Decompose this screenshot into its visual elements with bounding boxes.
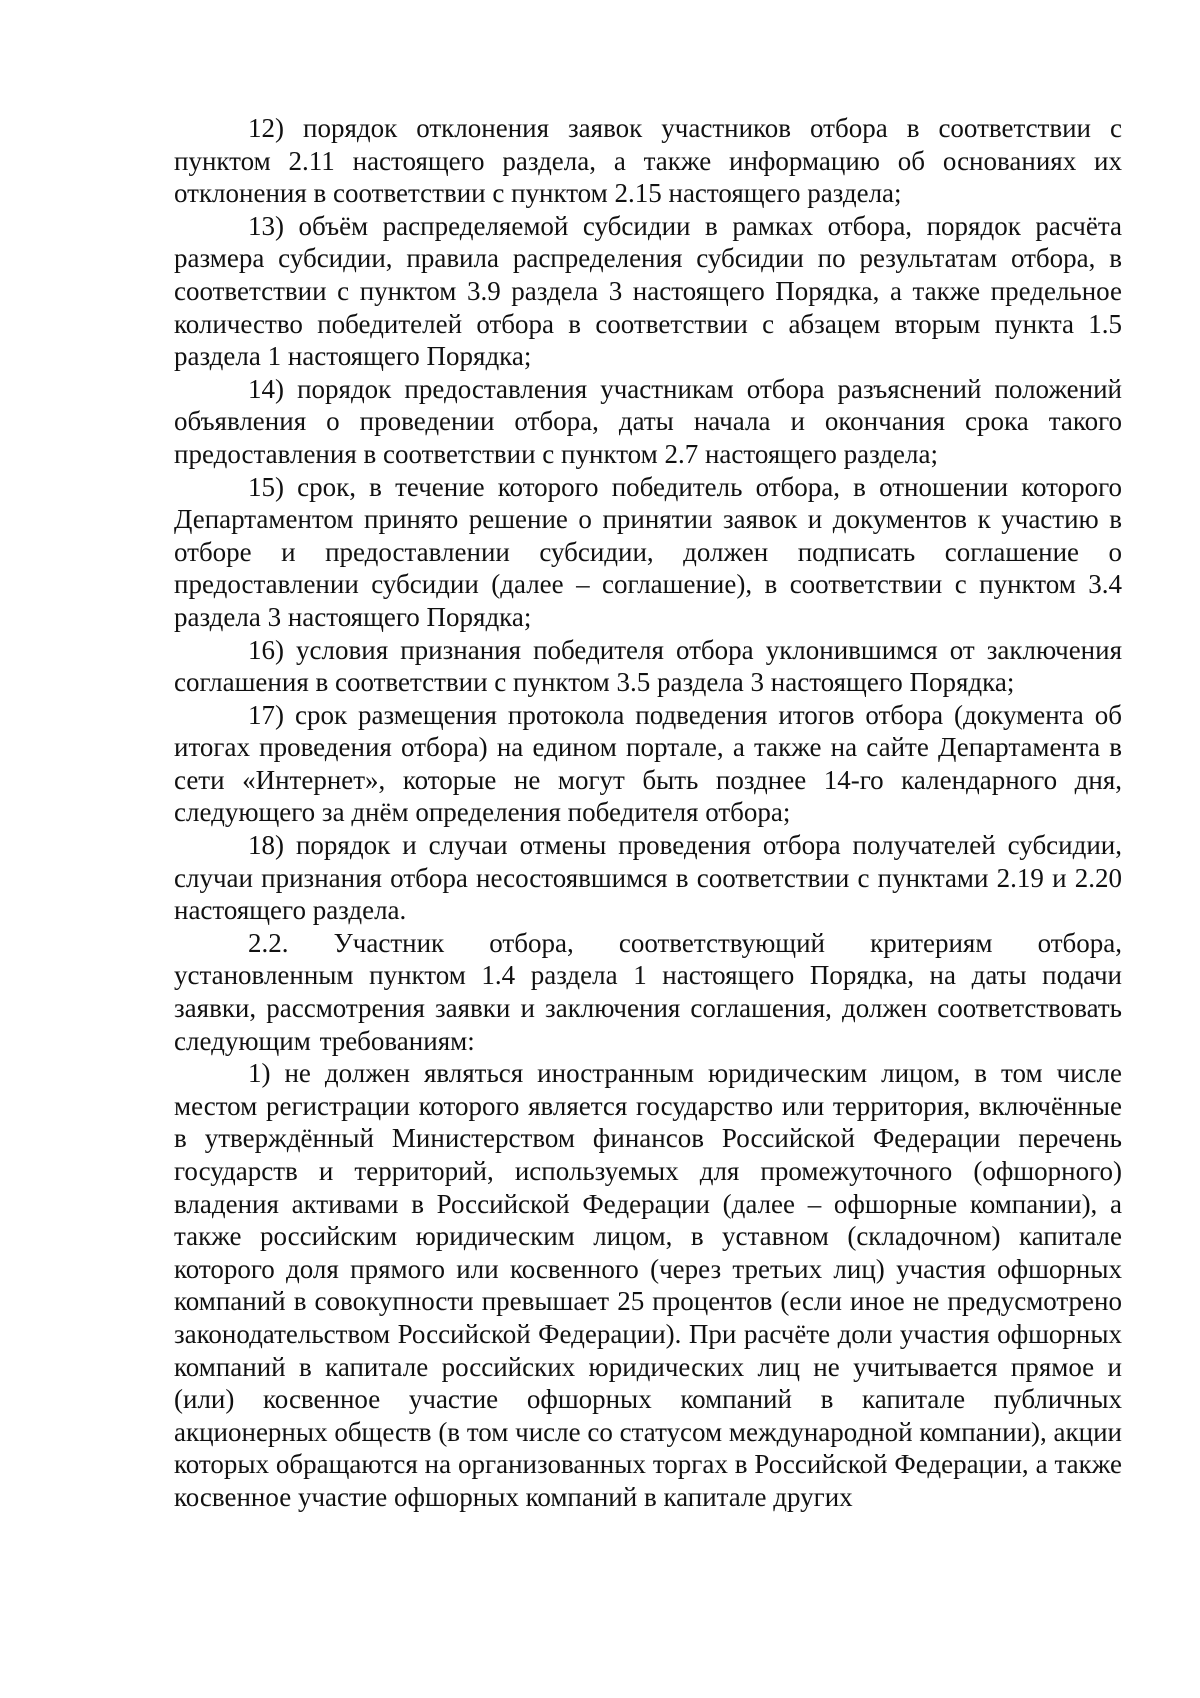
paragraph-item-17: 17) срок размещения протокола подведения итогов отбора (документа об итогах проведения отбора) на едином портале, а также на сайте Департамента в сети «Интернет», которые не могут быть позднее 14-го календарного дня, следующего за днём определения победителя отбора; bbox=[174, 699, 1122, 828]
paragraph-item-12: 12) порядок отклонения заявок участников отбора в соответствии с пунктом 2.11 настоящего раздела, а также информацию об основаниях их отклонения в соответствии с пунктом 2.15 настоящего раздела; bbox=[174, 113, 1122, 209]
paragraph-requirement-1: 1) не должен являться иностранным юридическим лицом, в том числе местом регистрации которого является государство или территория, включённые в утверждённый Министерством финансов Российской Федерации перечень государств и территорий, используемых для промежуточного (офшорного) владения активами в Российской Федерации (далее – офшорные компании), а также российским юридическим лицом, в уставном (складочном) капитале которого доля прямого или косвенного (через третьих лиц) участия офшорных компаний в совокупности превышает 25 процентов (если иное не предусмотрено законодательством Российской Федерации). При расчёте доли участия офшорных компаний в капитале российских юридических лиц не учитывается прямое и (или) косвенное участие офшорных компаний в капитале публичных акционерных обществ (в том числе со статусом международной компании), акции которых обращаются на организованных торгах в Российской Федерации, а также косвенное участие офшорных компаний в капитале других bbox=[174, 1058, 1122, 1512]
paragraph-item-18: 18) порядок и случаи отмены проведения отбора получателей субсидии, случаи признания отбора несостоявшимся в соответствии с пунктами 2.19 и 2.20 настоящего раздела. bbox=[174, 830, 1122, 926]
paragraph-item-16: 16) условия признания победителя отбора уклонившимся от заключения соглашения в соответствии с пунктом 3.5 раздела 3 настоящего Порядка; bbox=[174, 634, 1122, 698]
paragraph-item-13: 13) объём распределяемой субсидии в рамках отбора, порядок расчёта размера субсидии, правила распределения субсидии по результатам отбора, в соответствии с пунктом 3.9 раздела 3 настоящего Порядка, а также предельное количество победителей отбора в соответствии с абзацем вторым пункта 1.5 раздела 1 настоящего Порядка; bbox=[174, 210, 1122, 372]
paragraph-section-2-2: 2.2. Участник отбора, соответствующий критериям отбора, установленным пунктом 1.4 раздела 1 настоящего Порядка, на даты подачи заявки, рассмотрения заявки и заключения соглашения, должен соответствовать следующим требованиям: bbox=[174, 927, 1122, 1056]
paragraph-item-14: 14) порядок предоставления участникам отбора разъяснений положений объявления о проведении отбора, даты начала и окончания срока такого предоставления в соответствии с пунктом 2.7 настоящего раздела; bbox=[174, 373, 1122, 469]
paragraph-item-15: 15) срок, в течение которого победитель отбора, в отношении которого Департаментом принято решение о принятии заявок и документов к участию в отборе и предоставлении субсидии, должен подписать соглашение о предоставлении субсидии (далее – соглашение), в соответствии с пунктом 3.4 раздела 3 настоящего Порядка; bbox=[174, 471, 1122, 632]
document-page bbox=[174, 112, 1122, 1514]
